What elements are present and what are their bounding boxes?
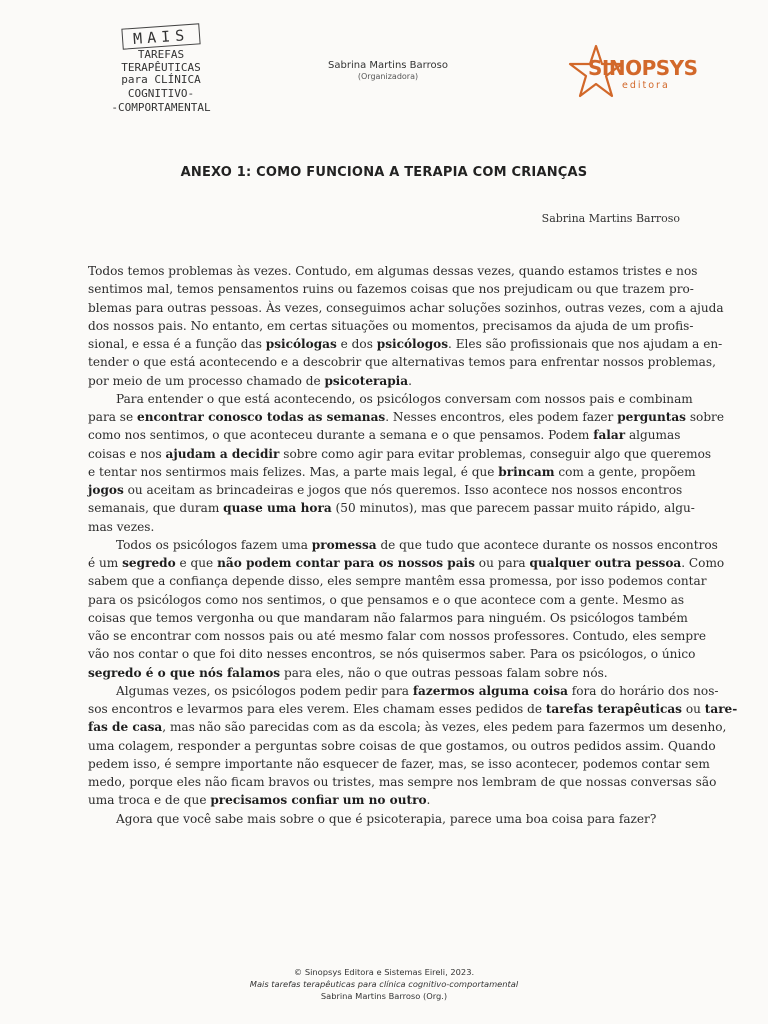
- text-run: blemas para outras pessoas. Às vezes, conseguimos achar soluções sozinhos, outras vezes, com a ajuda: [88, 300, 724, 315]
- text-line: [88, 810, 680, 828]
- text-run: . Nesses encontros, eles podem fazer: [385, 410, 618, 424]
- text-run: tender o que está acontecendo e a descobrir que alternativas temos para enfrentar nossos problemas,: [88, 355, 716, 370]
- bold-term: tarefas terapêuticas: [545, 702, 682, 716]
- organizer-role: (Organizadora): [357, 72, 419, 81]
- text-run: (50 minutos), mas que parecem passar muito rápido, algu-: [331, 501, 695, 516]
- publisher-sub: editora: [622, 80, 670, 91]
- bold-term: quase uma hora: [223, 501, 332, 516]
- text-line: [88, 645, 696, 663]
- text-line: [88, 554, 725, 572]
- text-line: [88, 773, 717, 791]
- page-footer: [184, 966, 584, 1002]
- text-line: [88, 518, 680, 536]
- text-run: sional, e essa é a função das: [88, 337, 266, 351]
- text-run: algumas: [625, 428, 681, 443]
- publisher-name: SINOPSYS: [588, 56, 698, 80]
- footer-editor: Sabrina Martins Barroso (Org.): [320, 991, 448, 1001]
- bold-term: falar: [593, 428, 626, 443]
- bold-term: segredo é o que nós falamos: [88, 665, 281, 680]
- text-run: Algumas vezes, os psicólogos podem pedir para: [116, 683, 413, 698]
- text-run: dos nossos pais. No entanto, em certas situações ou momentos, precisamos da ajuda de um profis-: [88, 318, 694, 333]
- text-line: [88, 353, 716, 371]
- text-run: e dos: [336, 337, 377, 351]
- series-logo-line: para CLÍNICA: [121, 73, 201, 86]
- series-logo-line: -COMPORTAMENTAL: [111, 100, 211, 114]
- text-run: para eles, não o que outras pessoas falam sobre nós.: [280, 665, 608, 680]
- text-line: [88, 718, 727, 736]
- text-line: [88, 536, 718, 554]
- text-run: Todos temos problemas às vezes. Contudo, em algumas dessas vezes, quando estamos tristes e nos: [88, 264, 698, 278]
- text-run: .: [426, 793, 431, 808]
- text-line: [88, 627, 707, 645]
- text-line: [88, 572, 707, 590]
- footer-book-title: Mais tarefas terapêuticas para clínica cognitivo-comportamental: [249, 979, 519, 989]
- series-logo-line: COGNITIVO-: [127, 86, 195, 100]
- organizer-header: [288, 60, 488, 81]
- text-line: [88, 791, 680, 809]
- text-line: [88, 372, 680, 390]
- text-run: ou aceitam as brincadeiras e jogos que nós queremos. Isso acontece nos nossos encontros: [123, 483, 683, 497]
- text-line: [88, 317, 694, 335]
- text-run: sobre como agir para evitar problemas, conseguir algo que queremos: [279, 446, 712, 461]
- text-line: [88, 262, 698, 280]
- organizer-name: Sabrina Martins Barroso: [328, 60, 448, 71]
- text-line: [88, 408, 724, 426]
- text-run: . Eles são profissionais que nos ajudam a en-: [448, 337, 723, 351]
- text-run: sentimos mal, temos pensamentos ruins ou fazemos coisas que nos prejudicam ou que trazem pro-: [88, 282, 694, 297]
- bold-term: psicólogas: [265, 337, 337, 351]
- text-run: vão se encontrar com nossos pais ou até mesmo falar com nossos professores. Contudo, eles sempre: [88, 629, 707, 643]
- paragraph: [88, 536, 725, 682]
- text-run: e que: [175, 556, 218, 570]
- paragraph: [88, 262, 724, 390]
- paragraph: [88, 682, 738, 810]
- bold-term: jogos: [88, 483, 124, 497]
- body-text: [88, 262, 738, 828]
- text-run: medo, porque eles não ficam bravos ou tristes, mas sempre nos lembram de que nossas conversas são: [88, 775, 717, 789]
- text-run: fora do horário dos nos-: [567, 683, 719, 698]
- publisher-logo: [566, 44, 698, 104]
- text-line: [88, 426, 680, 444]
- text-line: [88, 682, 719, 700]
- text-run: e tentar nos sentirmos mais felizes. Mas, a parte mais legal, é que: [88, 464, 499, 479]
- bold-term: segredo: [122, 556, 176, 570]
- bold-term: não podem contar para os nossos pais: [217, 556, 475, 570]
- text-run: semanais, que duram: [88, 501, 224, 516]
- series-logo: [98, 26, 224, 115]
- text-run: .: [408, 373, 412, 388]
- text-run: coisas que temos vergonha ou que mandaram não falarmos para ninguém. Os psicólogos também: [88, 610, 688, 625]
- bold-term: psicólogos: [376, 337, 449, 351]
- text-line: [88, 463, 696, 481]
- text-run: é um: [88, 556, 123, 570]
- paragraph: [88, 810, 680, 828]
- text-run: uma colagem, responder a perguntas sobre coisas de que gostamos, ou outros pedidos assim. Quando: [88, 738, 716, 753]
- text-run: coisas e nos: [88, 446, 166, 461]
- text-run: mas vezes.: [88, 519, 155, 534]
- bold-term: fazermos alguma coisa: [412, 683, 568, 698]
- footer-copyright: © Sinopsys Editora e Sistemas Eireli, 2023.: [293, 967, 475, 977]
- series-logo-badge: MAIS: [121, 23, 200, 49]
- text-run: sobre: [685, 410, 724, 424]
- text-run: Para entender o que está acontecendo, os psicólogos conversam com nossos pais e combinam: [116, 391, 693, 406]
- text-line: [88, 755, 710, 773]
- text-line: [88, 280, 694, 298]
- text-line: [88, 390, 693, 408]
- text-run: vão nos contar o que foi dito nesses encontros, se nós quisermos saber. Para os psicólogos, o único: [88, 647, 696, 662]
- text-line: [88, 700, 738, 718]
- text-run: pedem isso, é sempre importante não esquecer de fazer, mas, se isso acontecer, podemos contar sem: [88, 756, 710, 771]
- text-line: [88, 664, 680, 682]
- text-run: , mas não são parecidas com as da escola; às vezes, eles pedem para fazermos um desenho,: [162, 720, 727, 735]
- text-run: com a gente, propõem: [554, 464, 696, 479]
- text-run: ou: [682, 702, 705, 716]
- paragraph: [88, 390, 724, 536]
- text-line: [88, 499, 695, 517]
- text-run: para os psicólogos como nos sentimos, o que pensamos e o que acontece com a gente. Mesmo as: [88, 592, 685, 607]
- bold-term: perguntas: [617, 410, 686, 424]
- text-run: sos encontros e levarmos para eles verem. Eles chamam esses pedidos de: [88, 702, 546, 716]
- text-run: Todos os psicólogos fazem uma: [116, 537, 312, 552]
- text-run: ou para: [474, 556, 530, 570]
- bold-term: promessa: [311, 537, 377, 552]
- bold-term: qualquer outra pessoa: [529, 556, 682, 570]
- series-logo-line: TERAPÊUTICAS: [121, 60, 201, 74]
- text-line: [88, 591, 685, 609]
- text-run: como nos sentimos, o que aconteceu durante a semana e o que pensamos. Podem: [88, 428, 594, 443]
- page-title: ANEXO 1: COMO FUNCIONA A TERAPIA COM CRIANÇAS: [180, 165, 588, 180]
- bold-term: psicoterapia: [324, 373, 409, 388]
- text-run: uma troca e de que: [88, 793, 211, 808]
- text-line: [88, 299, 724, 317]
- text-run: sabem que a confiança depende disso, eles sempre mantêm essa promessa, por isso podemos contar: [88, 574, 707, 589]
- text-run: . Como: [681, 556, 725, 570]
- bold-term: encontrar conosco todas as semanas: [137, 410, 386, 424]
- text-line: [88, 481, 683, 499]
- text-run: por meio de um processo chamado de: [88, 373, 325, 388]
- text-line: [88, 609, 688, 627]
- text-run: de que tudo que acontece durante os nossos encontros: [376, 537, 718, 552]
- text-line: [88, 335, 723, 353]
- text-run: Agora que você sabe mais sobre o que é psicoterapia, parece uma boa coisa para fazer?: [116, 811, 657, 826]
- author-name: Sabrina Martins Barroso: [541, 212, 680, 225]
- text-line: [88, 737, 716, 755]
- bold-term: precisamos confiar um no outro: [210, 793, 427, 808]
- bold-term: fas de casa: [88, 720, 163, 735]
- text-run: para se: [88, 410, 137, 424]
- series-logo-line: TAREFAS: [137, 48, 185, 61]
- text-line: [88, 445, 712, 463]
- bold-term: ajudam a decidir: [165, 446, 280, 461]
- bold-term: tare-: [704, 702, 738, 716]
- bold-term: brincam: [498, 464, 555, 479]
